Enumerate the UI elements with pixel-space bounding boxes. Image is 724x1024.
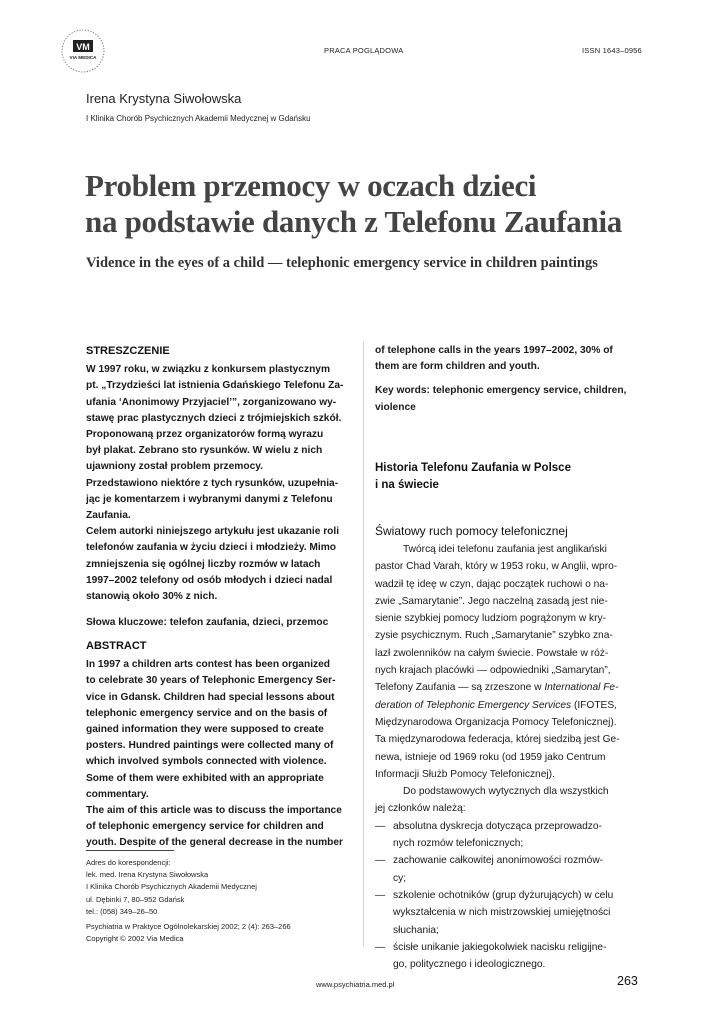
streszczenie-section bbox=[86, 343, 350, 631]
paragraph-1-line-9: Telefony Zaufania — są zrzeszone w International Fe- bbox=[375, 682, 619, 694]
text-line: Zaufania. bbox=[86, 510, 131, 522]
list-item-line: — absolutna dyskrecja dotycząca przeprowadzo- bbox=[393, 820, 602, 832]
list-item-line: słuchania; bbox=[393, 924, 439, 936]
abstract-continuation bbox=[375, 343, 641, 416]
paragraph-1-tail bbox=[375, 714, 641, 783]
text-line: pastor Chad Varah, który w 1953 roku, w Anglii, wpro- bbox=[375, 561, 618, 573]
paragraph-1 bbox=[375, 541, 641, 679]
text-line: zysie psychicznym. Ruch „Samarytanie” szybko zna- bbox=[375, 630, 613, 642]
text-line: nych krajach placówki — odpowiedniki „Samarytan”, bbox=[375, 665, 611, 677]
abstract-heading: ABSTRACT bbox=[86, 640, 147, 652]
text-line: Międzynarodowa Organizacja Pomocy Telefonicznej). bbox=[375, 716, 617, 728]
text-line: ufania ‘Anonimowy Przyjaciel’”, zorganizowano wy- bbox=[86, 396, 337, 408]
list-item-line: — zachowanie całkowitej anonimowości rozmów- bbox=[393, 855, 604, 867]
title-line-1: Problem przemocy w oczach dzieci bbox=[85, 168, 537, 203]
text-line: stanowią około 30% z nich. bbox=[86, 591, 218, 603]
text-line: zwie „Samarytanie”. Jego naczelną zasadą jest nie- bbox=[375, 595, 608, 607]
list-item bbox=[375, 852, 641, 887]
issn: ISSN 1643–0956 bbox=[582, 46, 642, 55]
author-affiliation: I Klinika Chorób Psychicznych Akademii Medycznej w Gdańsku bbox=[86, 114, 311, 123]
text-line: ujawniony został problem przemocy. bbox=[86, 461, 263, 473]
text-line: Informacji Służb Pomocy Telefonicznej). bbox=[375, 768, 555, 780]
text-line: which involved symbols connected with violence. bbox=[86, 756, 327, 768]
text-line: The aim of this article was to discuss the importance bbox=[86, 805, 342, 817]
abstract-continuation-body bbox=[375, 343, 641, 375]
list-item-line: cy; bbox=[393, 872, 407, 884]
section-heading-line-1: Historia Telefonu Zaufania w Polsce bbox=[375, 462, 571, 474]
text-line: Celem autorki niniejszego artykułu jest ukazanie roli bbox=[86, 526, 340, 538]
text-line: to celebrate 30 years of Telephonic Emergency Ser- bbox=[86, 675, 336, 687]
text-line: commentary. bbox=[86, 788, 149, 800]
text-line: ul. Dębinki 7, 80–952 Gdańsk bbox=[86, 894, 185, 904]
copyright: Copyright © 2002 Via Medica bbox=[86, 934, 184, 944]
citation: Psychiatria w Praktyce Ogólnolekarskiej 2002; 2 (4): 263–266 bbox=[86, 922, 291, 932]
text-line: I Klinika Chorób Psychicznych Akademii Medycznej bbox=[86, 882, 257, 892]
abstract-body bbox=[86, 657, 350, 851]
guidelines-list bbox=[375, 818, 641, 974]
footer-url: www.psychiatria.med.pl bbox=[316, 980, 395, 989]
article-title bbox=[85, 168, 622, 240]
paragraph-2 bbox=[375, 783, 641, 818]
text-line: był plakat. Zebrano sto rysunków. W wielu z nich bbox=[86, 445, 323, 457]
streszczenie-keywords: Słowa kluczowe: telefon zaufania, dzieci, przemoc bbox=[86, 617, 329, 629]
text-line: posters. Hundred paintings were collected many of bbox=[86, 740, 334, 752]
text-line: of telephone calls in the years 1997–2002, 30% of bbox=[375, 345, 613, 356]
author-name: Irena Krystyna Siwołowska bbox=[86, 91, 242, 106]
list-item-line: nych rozmów telefonicznych; bbox=[393, 838, 524, 850]
list-item-line: go, politycznego i ideologicznego. bbox=[393, 959, 546, 971]
text-line: Proponowaną przez organizatorów formą wyrazu bbox=[86, 429, 324, 441]
footnote-rule bbox=[86, 850, 174, 851]
list-item-line: — szkolenie ochotników (grup dyżurujących) w celu bbox=[393, 889, 614, 901]
text-line: Twórcą idei telefonu zaufania jest anglikański bbox=[403, 544, 607, 555]
text-line: violence bbox=[375, 401, 416, 413]
svg-text:VM: VM bbox=[76, 42, 90, 52]
section-heading-line-2: i na świecie bbox=[375, 479, 439, 491]
column-separator bbox=[363, 342, 364, 946]
svg-text:VIA MEDICA: VIA MEDICA bbox=[69, 55, 97, 60]
text-line: wadził tę ideę w czyn, dając początek ruchowi o na- bbox=[375, 578, 609, 590]
section-subheading: Światowy ruch pomocy telefonicznej bbox=[375, 524, 568, 538]
text-line: Some of them were exhibited with an appropriate bbox=[86, 772, 324, 784]
article-category: PRACA POGLĄDOWA bbox=[324, 46, 404, 55]
text-line: Ta międzynarodowa federacja, której siedzibą jest Ge- bbox=[375, 734, 620, 746]
text-line: jąc je komentarzem i wybranymi danymi z Telefonu bbox=[86, 493, 333, 505]
list-item bbox=[375, 818, 641, 853]
title-line-2: na podstawie danych z Telefonu Zaufania bbox=[85, 204, 622, 239]
text-line: Key words: telephonic emergency service, children, bbox=[375, 385, 627, 397]
text-line: telefonów zaufania w życiu dzieci i młodzieży. Mimo bbox=[86, 542, 337, 554]
via-medica-logo bbox=[60, 28, 106, 74]
list-item-line: — ścisłe unikanie jakiegokolwiek nacisku religijne- bbox=[393, 941, 607, 953]
paragraph-1-line-10: deration of Telephonic Emergency Services (IFOTES, bbox=[375, 699, 617, 711]
text-line: vice in Gdansk. Children had special lessons about bbox=[86, 691, 335, 703]
text-line: newa, istnieje od 1969 roku (od 1959 jako Centrum bbox=[375, 751, 606, 763]
text-line: gained information they were supposed to create bbox=[86, 724, 324, 736]
page-number: 263 bbox=[617, 974, 638, 988]
streszczenie-heading: STRESZCZENIE bbox=[86, 345, 170, 357]
text-line: W 1997 roku, w związku z konkursem plastycznym bbox=[86, 364, 331, 376]
text-line: lazł zwolenników na całym świecie. Powstałe w róż- bbox=[375, 647, 609, 659]
article-subtitle: Vidence in the eyes of a child — telephonic emergency service in children paintings bbox=[86, 255, 598, 271]
text-line: Do podstawowych wytycznych dla wszystkich bbox=[403, 786, 609, 798]
list-item bbox=[375, 887, 641, 939]
section-heading bbox=[375, 460, 641, 494]
correspondence-address bbox=[86, 857, 291, 918]
text-line: of telephonic emergency service for children and bbox=[86, 821, 324, 833]
abstract-keywords bbox=[375, 383, 641, 415]
text-line: pt. „Trzydzieści lat istnienia Gdańskiego Telefonu Za- bbox=[86, 380, 344, 392]
text-line: stawę prac plastycznych dzieci z trójmiejskich szkół. bbox=[86, 412, 342, 424]
abstract-section bbox=[86, 638, 350, 852]
correspondence-block bbox=[86, 857, 291, 945]
text-line: lek. med. Irena Krystyna Siwołowska bbox=[86, 870, 209, 880]
text-line: In 1997 a children arts contest has been organized bbox=[86, 659, 331, 671]
text-line: telephonic emergency service and on the basis of bbox=[86, 707, 328, 719]
list-item-line: wykształcenia w nich mistrzowskiej umiejętności bbox=[393, 907, 611, 919]
text-line: Przedstawiono niektóre z tych rysunków, uzupełnia- bbox=[86, 477, 339, 489]
list-item bbox=[375, 939, 641, 974]
streszczenie-body bbox=[86, 362, 350, 605]
text-line: 1997–2002 telefony od osób młodych i dzieci nadal bbox=[86, 574, 333, 586]
text-line: jej członków należą: bbox=[375, 803, 466, 815]
text-line: them are form children and youth. bbox=[375, 361, 540, 373]
section-body bbox=[375, 541, 641, 973]
text-line: youth. Despite of the general decrease in the number bbox=[86, 837, 344, 849]
text-line: zmniejszenia się ogólnej liczby rozmów w latach bbox=[86, 558, 321, 570]
text-line: Adres do korespondencji: bbox=[86, 858, 171, 867]
text-line: sienie szybkiej pomocy ludziom pogrążonym w kry- bbox=[375, 613, 606, 625]
text-line: tel.: (058) 349–26–50 bbox=[86, 906, 158, 916]
